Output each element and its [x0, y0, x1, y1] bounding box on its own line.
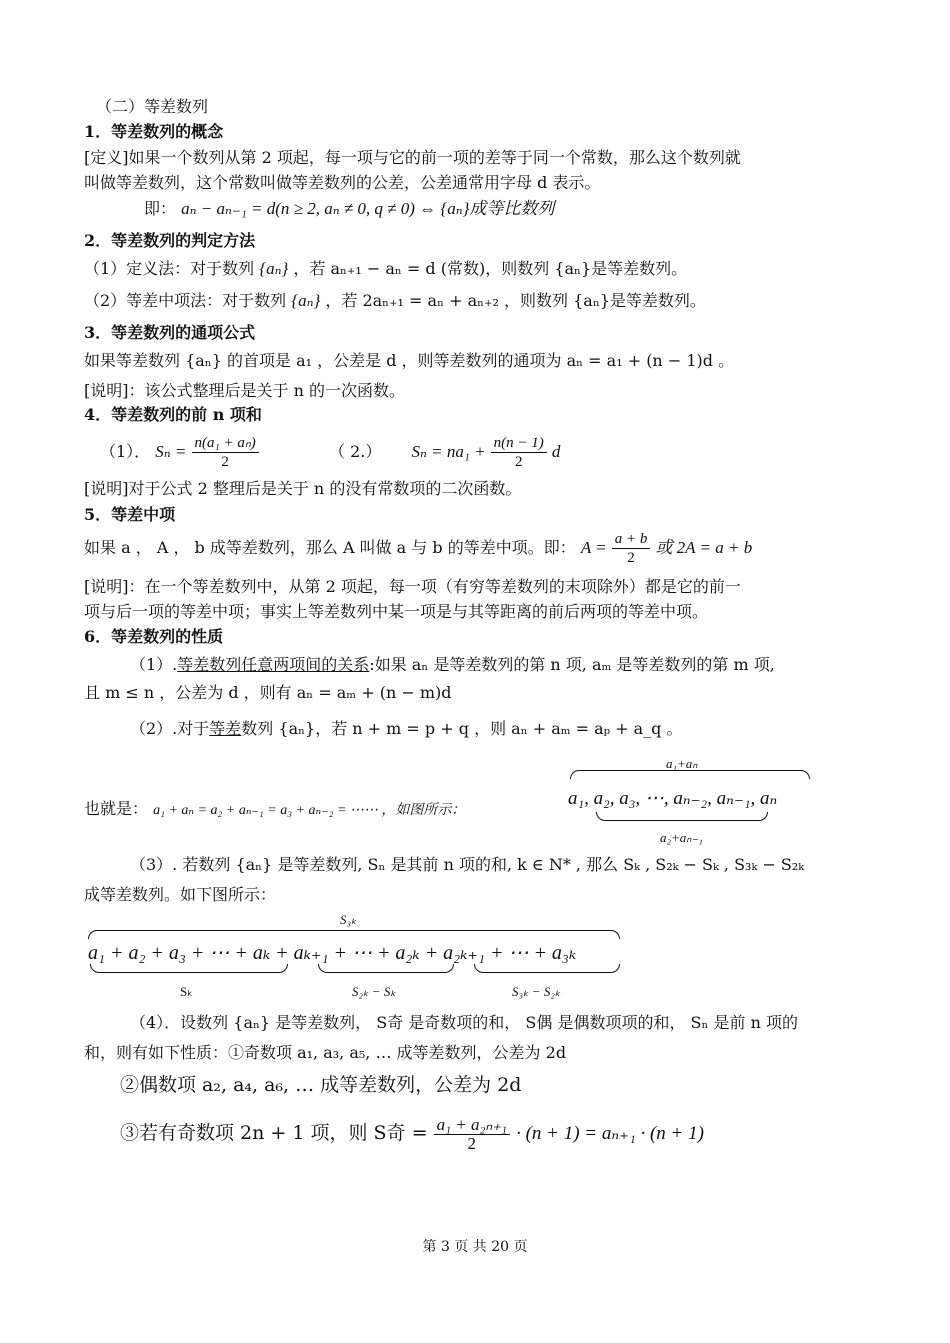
method-2-sequence: {aₙ} — [291, 291, 321, 310]
method-2-conclusion: {aₙ}是等差数列。 — [573, 291, 706, 310]
property-3-segment-3: + a₂ₖ₊₁ + ⋯ + a₃ₖ — [424, 942, 577, 964]
sum-formula-2-label: （ 2.） — [329, 442, 382, 461]
sum-formulas-line — [100, 432, 880, 472]
sum-formula-2-lhs: Sₙ = na₁ + — [411, 442, 486, 461]
middle-term-fraction — [612, 530, 651, 567]
property-2-line — [130, 718, 880, 740]
method-2-line — [84, 290, 880, 312]
middle-term-line — [84, 528, 880, 568]
heading-3: 3．等差数列的通项公式 — [84, 323, 256, 342]
sum-formula-1-label: （1）． — [100, 442, 151, 461]
property-2-chain: a₁ + aₙ = a₂ + aₙ₋₁ = a₃ + aₙ₋₂ = ⋯⋯ ，如图所示： — [153, 803, 466, 818]
property-3-line-1: （3）. 若数列 {aₙ} 是等差数列, Sₙ 是其前 n 项的和, k ∈ N* , 那么 Sₖ , S₂ₖ − Sₖ , S₃ₖ − S₂ₖ — [130, 855, 805, 874]
sum-formula-2-fraction — [491, 434, 547, 471]
property-2-also: 也就是： — [84, 799, 149, 818]
middle-term-text: 如果 a ， A ， b 成等差数列，那么 A 叫做 a 与 b 的等差中项。即： — [84, 538, 576, 557]
sum-formula-1-numerator: n(a₁ + aₙ) — [192, 434, 259, 453]
middle-term-numerator: a + b — [612, 530, 651, 549]
property-3-top-label: S₃ₖ — [340, 912, 357, 927]
sum-formula-2-denominator: 2 — [514, 454, 523, 470]
property-4-formula-prefix: ③若有奇数项 2n + 1 项，则 S奇 = — [120, 1122, 428, 1144]
property-3-top-brace — [88, 930, 620, 939]
section-title: （二）等差数列 — [96, 97, 209, 116]
property-3-segment-2: + aₖ₊₁ + ⋯ + a₂ₖ — [275, 942, 420, 964]
property-1-label: （1）. — [130, 655, 178, 674]
property-3-brace-2 — [318, 964, 454, 973]
formula-prefix: 即： — [144, 199, 177, 218]
method-1-conclusion: {aₙ}是等差数列。 — [554, 259, 688, 278]
property-2-bottom-brace — [596, 812, 768, 821]
middle-term-lhs: A = — [580, 538, 607, 557]
sum-formula-1-denominator: 2 — [221, 454, 229, 470]
property-4-line-1: （4）．设数列 {aₙ} 是等差数列， S奇 是奇数项的和， S偶 是偶数项项的和， Sₙ 是前 n 项的 — [130, 1013, 798, 1032]
property-3-label-1: Sₖ — [180, 984, 193, 999]
definition-line-1: [定义]如果一个数列从第 2 项起，每一项与它的前一项的差等于同一个常数，那么这个数列就 — [84, 148, 741, 167]
property-3-line-2: 成等差数列。如下图所示： — [84, 885, 277, 904]
heading-6: 6．等差数列的性质 — [84, 627, 224, 646]
property-2-text: 数列 {aₙ}，若 n + m = p + q ，则 aₙ + aₘ = aₚ + a_q 。 — [241, 719, 683, 738]
property-2-top-label: a₁+aₙ — [666, 756, 698, 771]
method-1-sequence: {aₙ} — [259, 259, 289, 278]
sum-formula-2-tail: d — [551, 442, 561, 461]
general-term-note: [说明]：该公式整理后是关于 n 的一次函数。 — [84, 381, 405, 400]
general-term-line: 如果等差数列 {aₙ} 的首项是 a₁ ，公差是 d ，则等差数列的通项为 aₙ = a₁ + (n − 1)d 。 — [84, 351, 735, 370]
heading-1: 1．等差数列的概念 — [84, 122, 224, 141]
definition-formula-line — [144, 198, 880, 220]
property-4-formula-suffix: · (n + 1) = aₙ₊₁ · (n + 1) — [516, 1123, 704, 1144]
sum-formula-1-lhs: Sₙ = — [155, 442, 187, 461]
property-3-segment-1: a₁ + a₂ + a₃ + ⋯ + aₖ — [88, 942, 271, 964]
property-2-underlined: 等差 — [209, 719, 242, 738]
sum-note: [说明]对于公式 2 整理后是关于 n 的没有常数项的二次函数。 — [84, 479, 522, 498]
middle-term-note-2: 项与后一项的等差中项；事实上等差数列中某一项是与其等距离的前后两项的等差中项。 — [84, 602, 709, 621]
property-2-sequence: a₁, a₂, a₃, ⋯, aₙ₋₂, aₙ₋₁, aₙ — [568, 788, 778, 809]
middle-term-denominator: 2 — [627, 550, 635, 566]
property-1-text: :如果 aₙ 是等差数列的第 n 项, aₘ 是等差数列的第 m 项, — [369, 655, 775, 674]
middle-term-note-1: [说明]：在一个等差数列中，从第 2 项起，每一项（有穷等差数列的末项除外）都是它的前一 — [84, 577, 741, 596]
heading-5: 5．等差中项 — [84, 505, 176, 524]
page-footer: 第 3 页 共 20 页 — [422, 1239, 528, 1255]
property-3-label-3: S₃ₖ − S₂ₖ — [512, 984, 561, 999]
property-3-brace-1 — [90, 964, 288, 973]
method-1-line — [84, 258, 880, 280]
property-4-denominator: 2 — [467, 1133, 477, 1153]
definition-line-2: 叫做等差数列，这个常数叫做等差数列的公差，公差通常用字母 d 表示。 — [84, 173, 601, 192]
method-1-text: （1）定义法：对于数列 — [84, 259, 255, 278]
property-1-line-1 — [130, 654, 880, 676]
property-3-sum-line — [88, 942, 880, 964]
definition-formula: aₙ − aₙ₋₁ = d(n ≥ 2, aₙ ≠ 0, q ≠ 0) ⇔ {aₙ}成等比数列 — [181, 199, 555, 218]
middle-term-alternative: 或 2A = a + b — [655, 538, 753, 557]
property-3-label-2: S₂ₖ − Sₖ — [352, 984, 396, 999]
property-2-label: （2）.对于 — [130, 719, 210, 738]
sum-formula-1-fraction — [192, 434, 259, 471]
property-2-bottom-label: a₂+aₙ₋₁ — [660, 830, 703, 845]
sum-formula-2-numerator: n(n − 1) — [491, 434, 547, 453]
property-3-brace-3 — [474, 964, 620, 973]
heading-2: 2．等差数列的判定方法 — [84, 231, 256, 250]
heading-4: 4．等差数列的前 n 项和 — [84, 405, 262, 424]
property-4-line-4 — [120, 1108, 880, 1158]
property-4-numerator: a₁ + a₂ₙ₊₁ — [434, 1116, 510, 1135]
method-2-condition: ，若 2aₙ₊₁ = aₙ + aₙ₊₂ ，则数列 — [325, 291, 568, 310]
method-2-text: （2）等差中项法：对于数列 — [84, 291, 287, 310]
property-1-line-2: 且 m ≤ n ，公差为 d ，则有 aₙ = aₘ + (n − m)d — [84, 683, 452, 702]
property-4-line-3: ②偶数项 a₂, a₄, a₆, … 成等差数列，公差为 2d — [120, 1074, 522, 1096]
method-1-condition: ，若 aₙ₊₁ − aₙ = d (常数)，则数列 — [293, 259, 550, 278]
property-4-line-2: 和，则有如下性质：①奇数项 a₁, a₃, a₅, … 成等差数列，公差为 2d — [84, 1043, 567, 1062]
property-1-underlined: 等差数列任意两项间的关系 — [177, 655, 370, 674]
property-4-fraction — [434, 1116, 510, 1153]
